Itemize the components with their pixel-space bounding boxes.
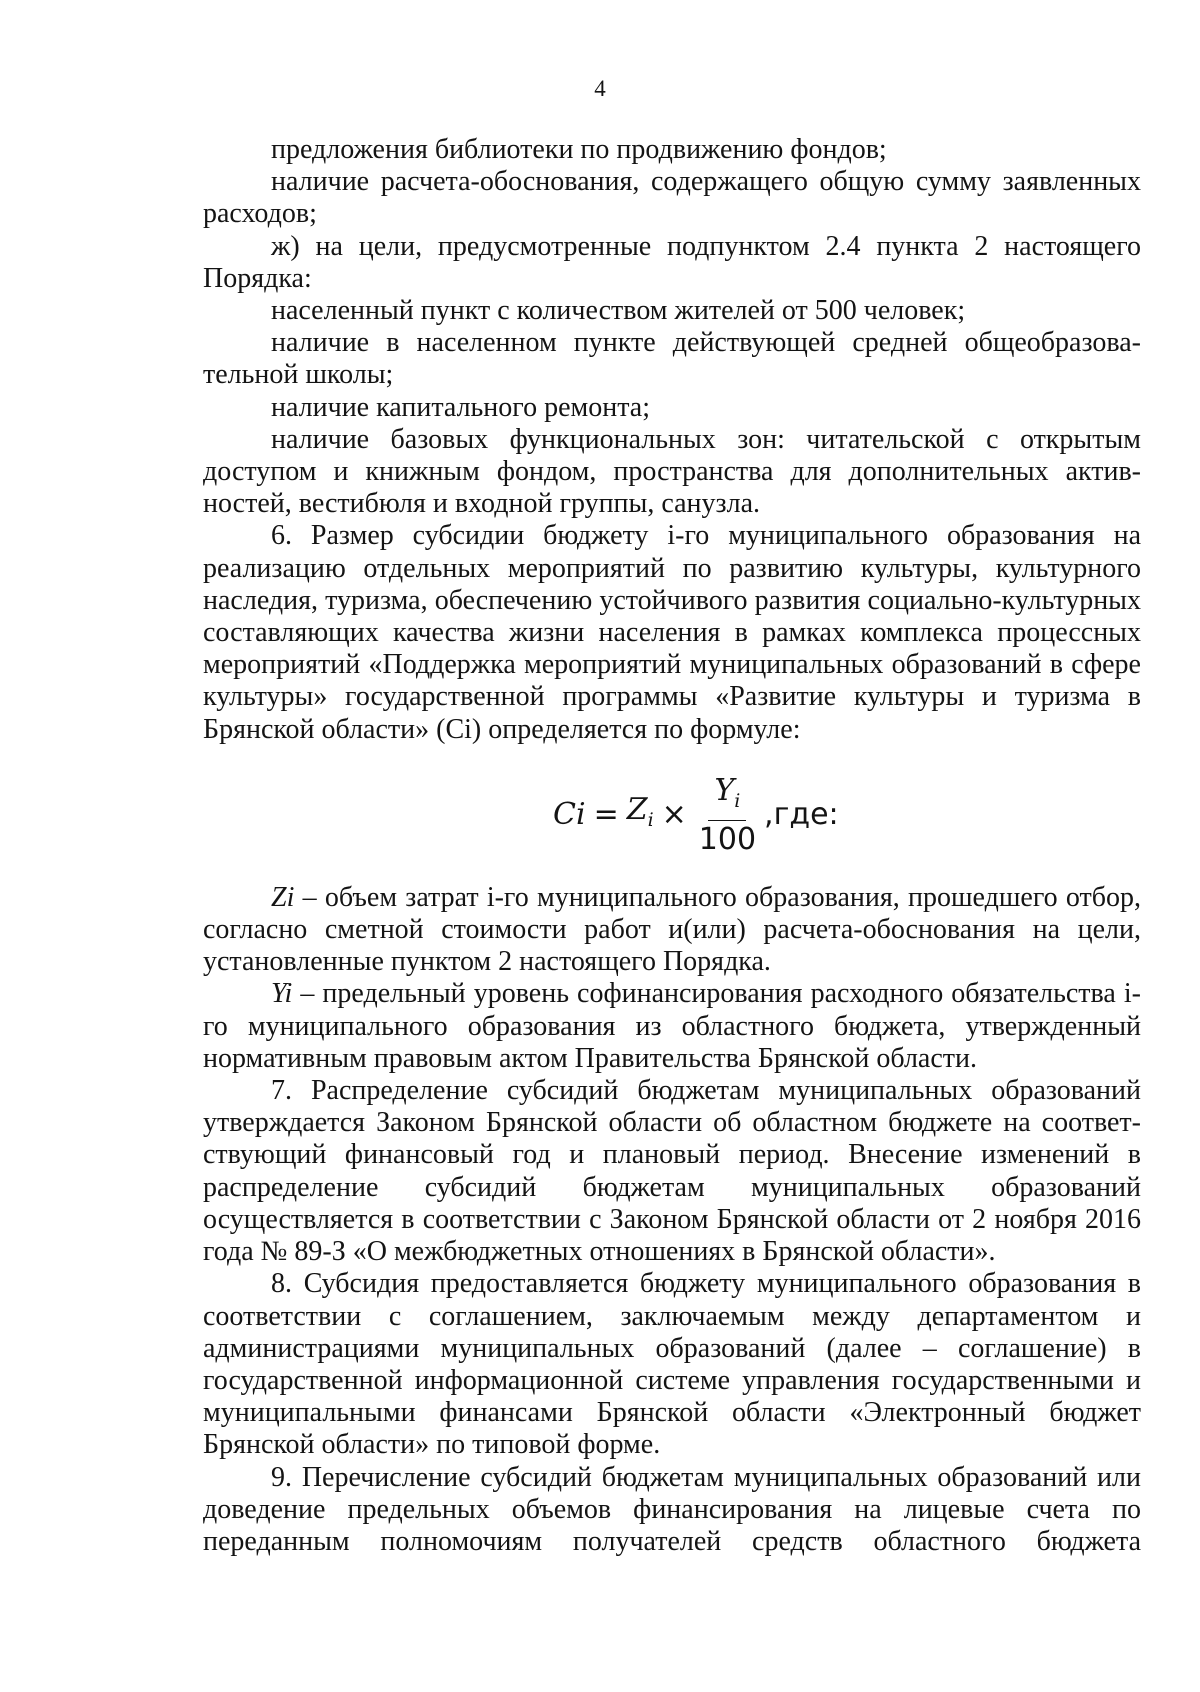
paragraph-zones: наличие базовых функциональных зон: читательской с открытым доступом и книжным фондом, пространства для дополнительных активностей, вестибюля и входной группы, санузла. <box>203 423 1141 520</box>
page-number: 4 <box>594 76 606 101</box>
formula-times: × <box>661 797 687 833</box>
document-body <box>203 134 1141 1558</box>
formula-fraction <box>699 774 756 857</box>
paragraph-item-7: 7. Распределение субсидий бюджетам муниципальных образований утверждается Законом Брянской области об областном бюджете на соответствующий финансовый год и плановый период. Внесение изменений в распределение субсидий бюджетам муниципальных образований осуществляется в соответствии с Законом Брянской области от 2 ноября 2016 года № 89-З «О межбюджетных отношениях в Брянской области». <box>203 1075 1141 1268</box>
paragraph-proposals: предложения библиотеки по продвижению фондов; <box>271 134 887 165</box>
formula-z-term: $Z_i$ <box>626 792 654 832</box>
subsidy-formula <box>203 760 1141 856</box>
formula-tail: ,где: <box>764 797 839 833</box>
definition-text: – объем затрат i-го муниципального образования, прошедшего отбор, согласно сметной стоимости работ и(или) расчета-обоснования на цели, установленные пунктом 2 настоящего Порядка. <box>203 881 1141 978</box>
fraction-denominator: 100 <box>698 821 757 857</box>
definition-zi <box>203 882 1141 979</box>
definition-variable: Yi <box>271 978 293 1010</box>
definition-text: – предельный уровень софинансирования расходного обязательства i-го муниципального образования из областного бюджета, утвержденный нормативным правовым актом Правительства Брянской области. <box>203 978 1141 1074</box>
paragraph-settlement: населенный пункт с количеством жителей от 500 человек; <box>271 295 966 327</box>
paragraph-calculation: наличие расчета-обоснования, содержащего общую сумму заявленных расходов; <box>203 166 1141 230</box>
paragraph-item-6: 6. Размер субсидии бюджету i-го муниципального образования на реализацию отдельных мероприятий по развитию культуры, культурного наследия, туризма, обеспечению устойчивого развития социально-культурных составляющих качества жизни населения в рамках комплекса процессных мероприятий «Поддержка мероприятий муниципальных образований в сфере культуры» государственной программы «Развитие культуры и туризма в Брянской области» (Сi) определяется по формуле: <box>203 520 1141 745</box>
formula-equals: = <box>593 797 619 833</box>
paragraph-item-9: 9. Перечисление субсидий бюджетам муниципальных образований или доведение предельных объемов финансирования на лицевые счета по переданным полномочиям получателей средств областного бюджета <box>203 1461 1141 1557</box>
paragraph-subitem-zh: ж) на цели, предусмотренные подпунктом 2.4 пункта 2 настоящего Порядка: <box>203 230 1141 294</box>
paragraph-repair: наличие капитального ремонта; <box>271 391 650 423</box>
definition-variable: Zi <box>271 881 295 913</box>
definition-yi <box>203 978 1141 1075</box>
formula-lhs: Ci <box>553 797 586 833</box>
formula-expression <box>553 774 839 857</box>
paragraph-item-8: 8. Субсидия предоставляется бюджету муниципального образования в соответствии с соглашением, заключаемым между департаментом и администрациями муниципальных образований (далее – соглашение) в государственной информационной системе управления государственными и муниципальными финансами Брянской области «Электронный бюджет Брянской области» по типовой форме. <box>203 1268 1141 1461</box>
paragraph-school: наличие в населенном пункте действующей средней общеобразовательной школы; <box>203 327 1141 391</box>
fraction-numerator: $Y_i$ <box>708 774 746 821</box>
